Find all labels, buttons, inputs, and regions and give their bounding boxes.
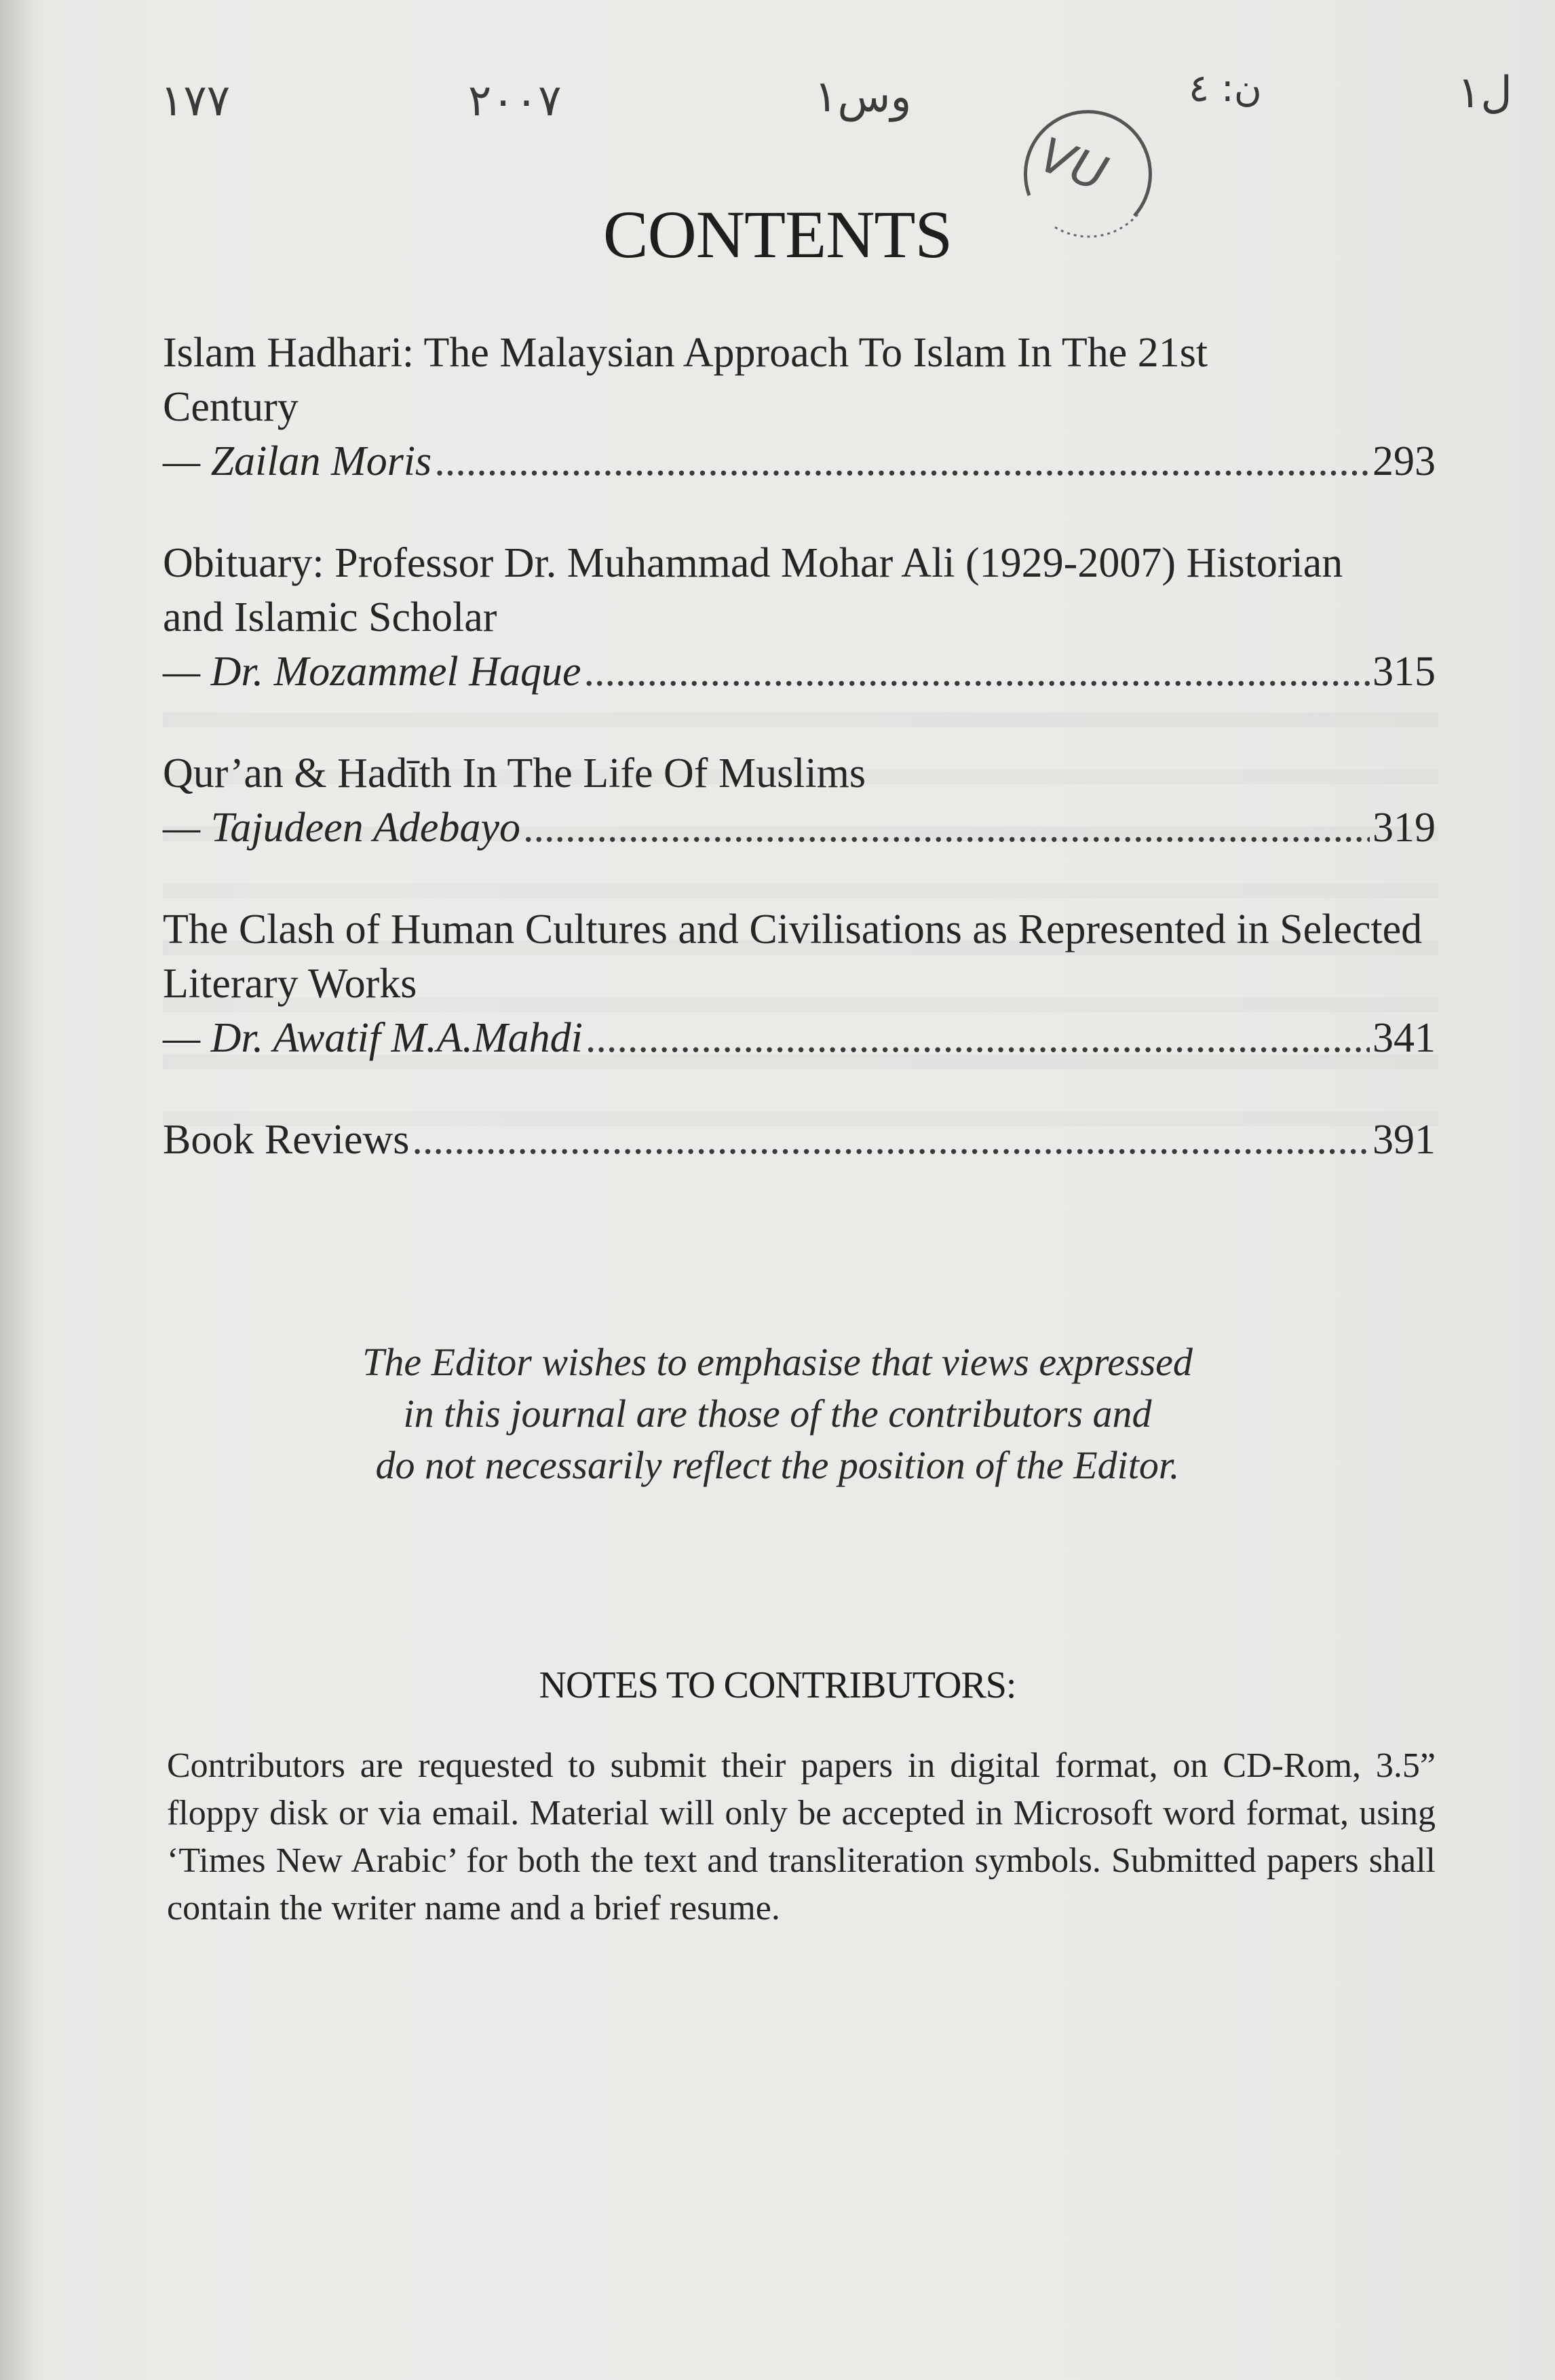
leader-dots xyxy=(523,801,1370,855)
toc-entry-title: The Clash of Human Cultures and Civilisations as Represented in Selected Literary Works xyxy=(163,906,1423,1007)
toc-entry-page: 315 xyxy=(1372,649,1436,695)
toc-entry-book-reviews[interactable] xyxy=(163,1113,1436,1167)
toc-entry-page: 391 xyxy=(1372,1117,1436,1163)
toc-entry[interactable] xyxy=(163,902,1436,1065)
toc-entry-author: — Tajudeen Adebayo xyxy=(163,805,520,851)
toc-entry-author: — Dr. Awatif M.A.Mahdi xyxy=(163,1015,583,1061)
stamp-text: VU xyxy=(1032,126,1115,202)
toc-entry-byline xyxy=(163,801,1436,855)
toc-entry-title: Islam Hadhari: The Malaysian Approach To Islam In The 21st Century xyxy=(163,330,1208,430)
notes-body: Contributors are requested to submit their papers in digital format, on CD-Rom, 3.5” floppy disk or via email. Material will only be accepted in Microsoft word format, using ‘Times New Arabic’ for both the text and transliteration symbols. Submitted papers shall contain the writer name and a brief resume. xyxy=(167,1746,1436,1927)
toc-entry-byline xyxy=(163,434,1436,488)
toc-entry-page: 341 xyxy=(1372,1015,1436,1061)
leader-dots xyxy=(585,1011,1370,1065)
handwritten-mark-2: ٢٠٠٧ xyxy=(468,76,562,126)
toc-entry[interactable] xyxy=(163,746,1436,855)
toc-entry-author: — Dr. Mozammel Haque xyxy=(163,649,581,695)
toc-entry-byline xyxy=(163,1011,1436,1065)
toc-entry-page: 293 xyxy=(1372,438,1436,484)
disclaimer-line: in this journal are those of the contributors and xyxy=(403,1391,1152,1436)
toc-entry[interactable] xyxy=(163,326,1436,488)
book-reviews-label: Book Reviews xyxy=(163,1117,410,1163)
toc-entry-byline xyxy=(163,1113,1436,1167)
book-spine-shadow xyxy=(0,0,33,2380)
leader-dots xyxy=(584,645,1370,699)
editor-disclaimer xyxy=(0,1337,1555,1491)
toc-entry-byline xyxy=(163,645,1436,699)
handwritten-mark-3: وس١ xyxy=(814,72,912,122)
toc-entry[interactable] xyxy=(163,536,1436,699)
toc-entry-title: Obituary: Professor Dr. Muhammad Mohar Ali (1929-2007) Historian and Islamic Scholar xyxy=(163,540,1343,640)
notes-heading: NOTES TO CONTRIBUTORS: xyxy=(539,1664,1016,1706)
disclaimer-line: The Editor wishes to emphasise that views expressed xyxy=(362,1340,1193,1384)
toc-entry-page: 319 xyxy=(1372,805,1436,851)
toc-entry-author: — Zailan Moris xyxy=(163,438,432,484)
handwritten-mark-1: ١٧٧ xyxy=(160,76,231,126)
toc-entry-title: Qur’an & Hadīth In The Life Of Muslims xyxy=(163,750,866,796)
leader-dots xyxy=(412,1113,1370,1167)
handwritten-mark-4: ن: ٤ xyxy=(1189,66,1262,111)
disclaimer-line: do not necessarily reflect the position of the Editor. xyxy=(375,1443,1180,1487)
table-of-contents xyxy=(163,326,1436,1214)
handwritten-mark-5: ل١ xyxy=(1457,68,1512,118)
leader-dots xyxy=(434,434,1370,488)
contents-title: CONTENTS xyxy=(602,197,953,272)
